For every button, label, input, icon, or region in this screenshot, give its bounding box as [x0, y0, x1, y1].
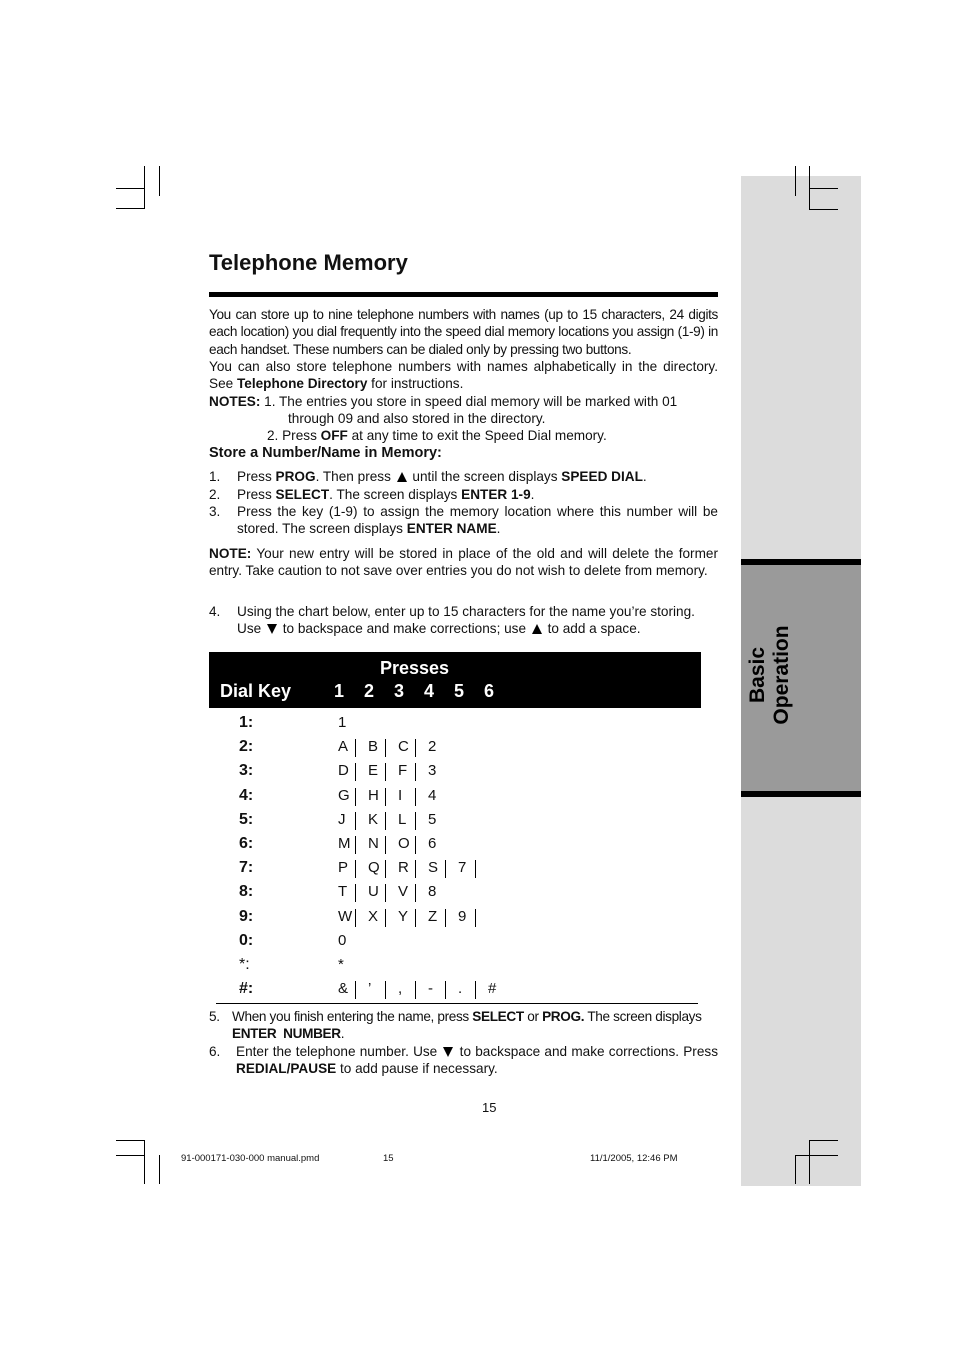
side-tab-label: Basic Operation	[746, 625, 793, 725]
intro-paragraph: You can store up to nine telephone numbers with names (up to 15 characters, 24 digits each location) you dial frequently into the speed dial memory locations you assign (1-9) in each handset. These numbers can be dialed only by pressing two buttons.	[209, 307, 718, 357]
char-text: A	[338, 738, 349, 756]
step-number: 6.	[209, 1044, 221, 1059]
text: until the screen displays	[408, 469, 562, 484]
char-text: J	[338, 810, 346, 828]
step-text	[237, 503, 718, 538]
char-cell	[338, 980, 368, 1000]
char-cell	[398, 811, 428, 831]
char-text: 3	[428, 762, 437, 780]
step-number: 4.	[209, 604, 221, 619]
text: Press the key (1-9) to assign the memory location where this number will be stored. The screen displays	[237, 504, 718, 537]
text: or	[523, 1009, 543, 1024]
text: Using the chart below, enter up to 15 characters for the name you’re storing. Use	[237, 604, 695, 637]
table-row	[209, 932, 709, 956]
text: .	[340, 1026, 345, 1042]
char-text: K	[368, 810, 379, 828]
char-cell	[338, 908, 368, 928]
crop-mark	[116, 1155, 145, 1156]
crop-mark	[159, 1155, 160, 1184]
char-cells	[338, 762, 458, 786]
press-number: 1	[334, 681, 345, 701]
char-cell	[398, 908, 428, 928]
text-bold: OFF	[320, 428, 348, 443]
char-cell	[368, 835, 398, 855]
char-cells	[338, 714, 368, 738]
down-arrow-icon	[267, 624, 277, 634]
text-bold: SELECT	[472, 1009, 524, 1024]
text: When you finish entering the name, press	[232, 1009, 473, 1024]
notes-label: NOTES:	[209, 394, 261, 409]
step-6	[209, 1043, 718, 1079]
crop-mark	[795, 1155, 796, 1184]
text: 2. Press	[267, 428, 321, 443]
text: .	[530, 487, 535, 502]
char-cells	[338, 811, 458, 835]
page-title: Telephone Memory	[209, 250, 408, 275]
table-row	[209, 787, 709, 811]
dial-key: 9:	[239, 907, 254, 925]
char-text: U	[368, 883, 379, 901]
footer-page: 15	[383, 1153, 394, 1164]
char-cell	[398, 835, 428, 855]
char-cell	[428, 811, 458, 831]
crop-mark	[144, 166, 145, 209]
step-text	[237, 468, 718, 485]
press-number: 6	[484, 681, 495, 701]
char-cell	[368, 762, 398, 782]
note-paragraph	[209, 545, 718, 580]
dial-key: #:	[239, 980, 254, 998]
char-cell	[398, 787, 428, 807]
dial-key: 6:	[239, 835, 254, 852]
char-text: I	[398, 786, 403, 804]
char-text: #	[488, 980, 497, 998]
note-text: Your new entry will be stored in place of the old and will delete the former entry. Take caution to not save over entries you do not wish to delete from memory.	[209, 546, 718, 579]
step-number: 5.	[209, 1009, 220, 1024]
notes-line-3	[267, 427, 718, 444]
char-text: D	[338, 762, 349, 780]
char-text: G	[338, 786, 350, 804]
text: to add a space.	[543, 621, 641, 637]
table-row	[209, 762, 709, 786]
crop-mark	[809, 1140, 838, 1141]
down-arrow-icon	[443, 1047, 453, 1057]
char-cells	[338, 980, 518, 1004]
text: .	[496, 521, 501, 537]
char-text: R	[398, 859, 409, 877]
text: to add pause if necessary.	[336, 1061, 498, 1077]
step-4	[209, 603, 718, 639]
table-row	[209, 835, 709, 859]
char-cell	[458, 859, 488, 879]
table-bottom-rule	[216, 1003, 698, 1004]
crop-mark	[116, 208, 145, 209]
text-bold: REDIAL/PAUSE	[236, 1061, 337, 1077]
char-cell	[428, 738, 458, 758]
text: . The screen displays	[329, 487, 462, 502]
char-cell	[338, 932, 368, 952]
notes-line-1	[209, 393, 718, 410]
char-cell	[428, 762, 458, 782]
char-cell	[368, 908, 398, 928]
crop-mark	[159, 166, 160, 196]
char-text: B	[368, 738, 379, 756]
text-bold: ENTER NAME	[406, 521, 497, 537]
table-row	[209, 956, 709, 980]
char-text: 1	[338, 714, 347, 731]
note-1: 1. The entries you store in speed dial memory will be marked with 01	[264, 394, 678, 409]
char-text: N	[368, 835, 379, 852]
char-cell	[398, 762, 428, 782]
press-number: 2	[364, 681, 375, 701]
text-bold: SELECT	[275, 487, 330, 502]
char-text: 9	[458, 907, 467, 925]
char-text: V	[398, 883, 409, 901]
char-cell	[428, 859, 458, 879]
table-row	[209, 859, 709, 883]
char-cell	[398, 859, 428, 879]
char-cell	[338, 956, 368, 976]
char-text: 0	[338, 931, 347, 949]
page-number: 15	[482, 1100, 497, 1115]
text: You can also store telephone numbers with names alphabetically in the directory. See	[209, 359, 718, 392]
char-text: X	[368, 907, 379, 925]
table-row	[209, 738, 709, 762]
text-bold: ENTER NUMBER	[232, 1026, 341, 1042]
step-2	[209, 486, 718, 504]
dial-key: 1:	[239, 714, 254, 731]
char-cell	[428, 787, 458, 807]
char-text: -	[428, 980, 433, 998]
char-text: 8	[428, 883, 437, 901]
text: The screen displays	[584, 1009, 702, 1024]
char-cell	[338, 787, 368, 807]
char-cell	[488, 980, 518, 1000]
step-text	[237, 486, 718, 503]
text: to backspace and make corrections; use	[278, 621, 530, 637]
char-text: .	[458, 980, 463, 998]
char-cells	[338, 859, 488, 883]
char-text: F	[398, 762, 408, 780]
table-header	[209, 652, 701, 708]
char-cell	[368, 980, 398, 1000]
text: Press	[237, 469, 276, 484]
crop-mark	[116, 188, 145, 189]
dial-key: 8:	[239, 883, 254, 901]
char-text: 4	[428, 786, 437, 804]
char-cells	[338, 956, 368, 980]
footer-date: 11/1/2005, 12:46 PM	[590, 1153, 678, 1164]
char-cell	[428, 835, 458, 855]
char-text: P	[338, 859, 349, 877]
presses-label: Presses	[380, 658, 450, 678]
step-text	[236, 1043, 718, 1078]
char-cell	[338, 859, 368, 879]
crop-mark	[809, 209, 838, 210]
dial-key: 7:	[239, 859, 254, 877]
char-text: &	[338, 980, 349, 998]
step-text	[237, 603, 718, 638]
dial-key: 4:	[239, 786, 254, 804]
press-number: 4	[424, 681, 435, 701]
char-cell	[338, 738, 368, 758]
crop-mark	[116, 1140, 145, 1141]
char-cells	[338, 908, 488, 932]
step-number: 1.	[209, 469, 221, 484]
char-cell	[428, 883, 458, 903]
step-number: 2.	[209, 487, 221, 502]
char-cell	[398, 738, 428, 758]
char-cells	[338, 883, 458, 907]
char-text: M	[338, 835, 351, 852]
up-arrow-icon	[532, 624, 542, 634]
table-row	[209, 980, 709, 1004]
crop-mark	[809, 1140, 810, 1184]
press-number: 3	[394, 681, 405, 701]
char-cells	[338, 932, 368, 956]
char-cell	[368, 738, 398, 758]
text-bold: PROG	[275, 469, 316, 484]
char-cell	[428, 980, 458, 1000]
footer-file: 91-000171-030-000 manual.pmd	[181, 1153, 320, 1164]
char-cells	[338, 738, 458, 762]
section-heading: Store a Number/Name in Memory:	[209, 445, 442, 461]
dial-key: 0:	[239, 931, 254, 949]
step-1	[209, 468, 718, 486]
text: Press	[237, 487, 276, 502]
char-text: 6	[428, 835, 437, 852]
text-bold: ENTER 1-9	[461, 487, 531, 502]
char-cell	[398, 883, 428, 903]
char-text: ,	[398, 980, 403, 998]
char-cell	[458, 980, 488, 1000]
char-text: Y	[398, 907, 409, 925]
text: Enter the telephone number. Use	[236, 1044, 442, 1059]
crop-mark	[144, 1140, 145, 1184]
char-cell	[338, 811, 368, 831]
title-rule	[209, 292, 718, 297]
char-cells	[338, 787, 458, 811]
char-text: T	[338, 883, 348, 901]
table-row	[209, 883, 709, 907]
step-number: 3.	[209, 504, 221, 519]
up-arrow-icon	[397, 472, 407, 482]
note-label: NOTE:	[209, 546, 252, 561]
step-5	[209, 1008, 718, 1044]
char-text: S	[428, 859, 439, 877]
step-text	[232, 1008, 718, 1043]
notes-line-2	[288, 410, 718, 427]
dial-key: *:	[239, 956, 250, 973]
table-row	[209, 714, 709, 738]
char-cell	[338, 883, 368, 903]
char-cell	[338, 762, 368, 782]
text-bold: Telephone Directory	[236, 376, 368, 392]
char-cell	[338, 835, 368, 855]
dial-key: 5:	[239, 810, 254, 828]
char-text: ’	[368, 980, 372, 998]
char-cell	[458, 908, 488, 928]
char-text: W	[338, 907, 353, 925]
char-cell	[368, 883, 398, 903]
char-text: Q	[368, 859, 380, 877]
char-cell	[338, 714, 368, 734]
intro-paragraph-2	[209, 358, 718, 393]
text-bold: SPEED DIAL	[561, 469, 643, 484]
char-cells	[338, 835, 458, 859]
char-cell	[398, 980, 428, 1000]
text: at any time to exit the Speed Dial memory.	[347, 428, 607, 443]
text-bold: PROG.	[542, 1009, 585, 1024]
char-cell	[368, 859, 398, 879]
char-text: 7	[458, 859, 467, 877]
char-text: H	[368, 786, 379, 804]
dial-key: 2:	[239, 738, 254, 756]
char-cell	[368, 787, 398, 807]
step-3	[209, 503, 718, 539]
char-text: *	[338, 956, 344, 973]
char-text: 5	[428, 810, 437, 828]
text: .	[642, 469, 647, 484]
text: to backspace and make corrections. Press	[455, 1044, 718, 1059]
note-1-cont: through 09 and also stored in the directory.	[288, 411, 546, 426]
char-text: O	[398, 835, 410, 852]
crop-mark	[809, 188, 838, 189]
dial-key-label: Dial Key	[220, 681, 292, 701]
char-text: Z	[428, 907, 438, 925]
table-row	[209, 908, 709, 932]
crop-mark	[795, 166, 796, 196]
press-number: 5	[454, 681, 465, 701]
char-text: 2	[428, 738, 437, 756]
char-cell	[428, 908, 458, 928]
char-text: E	[368, 762, 379, 780]
table-row	[209, 811, 709, 835]
char-cell	[368, 811, 398, 831]
text: for instructions.	[367, 376, 464, 392]
crop-mark	[795, 1155, 838, 1156]
char-text: C	[398, 738, 409, 756]
text: . Then press	[315, 469, 395, 484]
dial-key: 3:	[239, 762, 254, 780]
char-text: L	[398, 810, 407, 828]
